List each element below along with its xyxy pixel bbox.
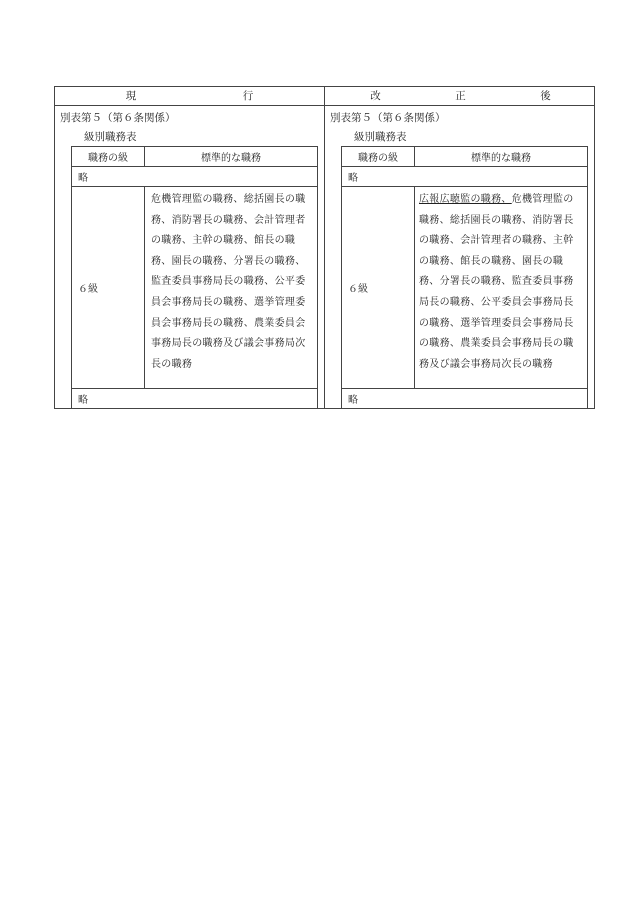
- col-grade-header: 職務の級: [342, 147, 415, 167]
- grade-duty-table: [341, 146, 588, 409]
- table-title: 別表第５（第６条関係）: [330, 112, 446, 124]
- duty-cell: [415, 187, 588, 389]
- table-subtitle: 級別職務表: [354, 131, 407, 143]
- omitted-row: 略: [72, 167, 318, 187]
- added-duty-text: 広報広聴監の職務、: [419, 194, 512, 205]
- current-column-header: 現 行: [125, 90, 302, 102]
- table-row: [72, 187, 318, 389]
- table-row: [72, 167, 318, 187]
- table-row: [342, 389, 588, 409]
- table-row: [72, 389, 318, 409]
- duty-text: 危機管理監の職務、総括園長の職務、消防署長の職務、会計管理者の職務、主幹の職務、館長の職務、園長の職務、分署長の職務、監査委員事務局長の職務、公平委員会事務局長の職務、選挙管理委員会事務局長の職務、農業委員会事務局長の職務及び議会事務局次長の職務: [151, 194, 306, 370]
- col-grade-header: 職務の級: [72, 147, 145, 167]
- table-header-row: [72, 147, 318, 167]
- col-duty-header: 標準的な職務: [415, 147, 588, 167]
- omitted-row: 略: [342, 389, 588, 409]
- duty-text: [419, 190, 583, 375]
- grade-cell: ６級: [342, 187, 415, 389]
- comparison-table: [54, 86, 595, 409]
- omitted-row: 略: [342, 167, 588, 187]
- table-subtitle: 級別職務表: [84, 131, 137, 143]
- header-row: [55, 87, 594, 106]
- omitted-row: 略: [72, 389, 318, 409]
- table-header-row: [342, 147, 588, 167]
- table-row: [342, 167, 588, 187]
- grade-duty-table: [71, 146, 318, 409]
- current-section: [55, 106, 324, 409]
- table-title: 別表第５（第６条関係）: [60, 112, 176, 124]
- table-row: [342, 187, 588, 389]
- revised-section: [325, 106, 596, 409]
- revised-column-header: 改 正 後: [370, 90, 583, 102]
- existing-duty-text: 危機管理監の職務、総括園長の職務、消防署長の職務、会計管理者の職務、主幹の職務、館長の職務、園長の職務、分署長の職務、監査委員事務局長の職務、公平委員会事務局長の職務、選挙管理委員会事務局長の職務、農業委員会事務局長の職務及び議会事務局次長の職務: [419, 194, 574, 370]
- duty-cell: [145, 187, 318, 389]
- col-duty-header: 標準的な職務: [145, 147, 318, 167]
- grade-cell: ６級: [72, 187, 145, 389]
